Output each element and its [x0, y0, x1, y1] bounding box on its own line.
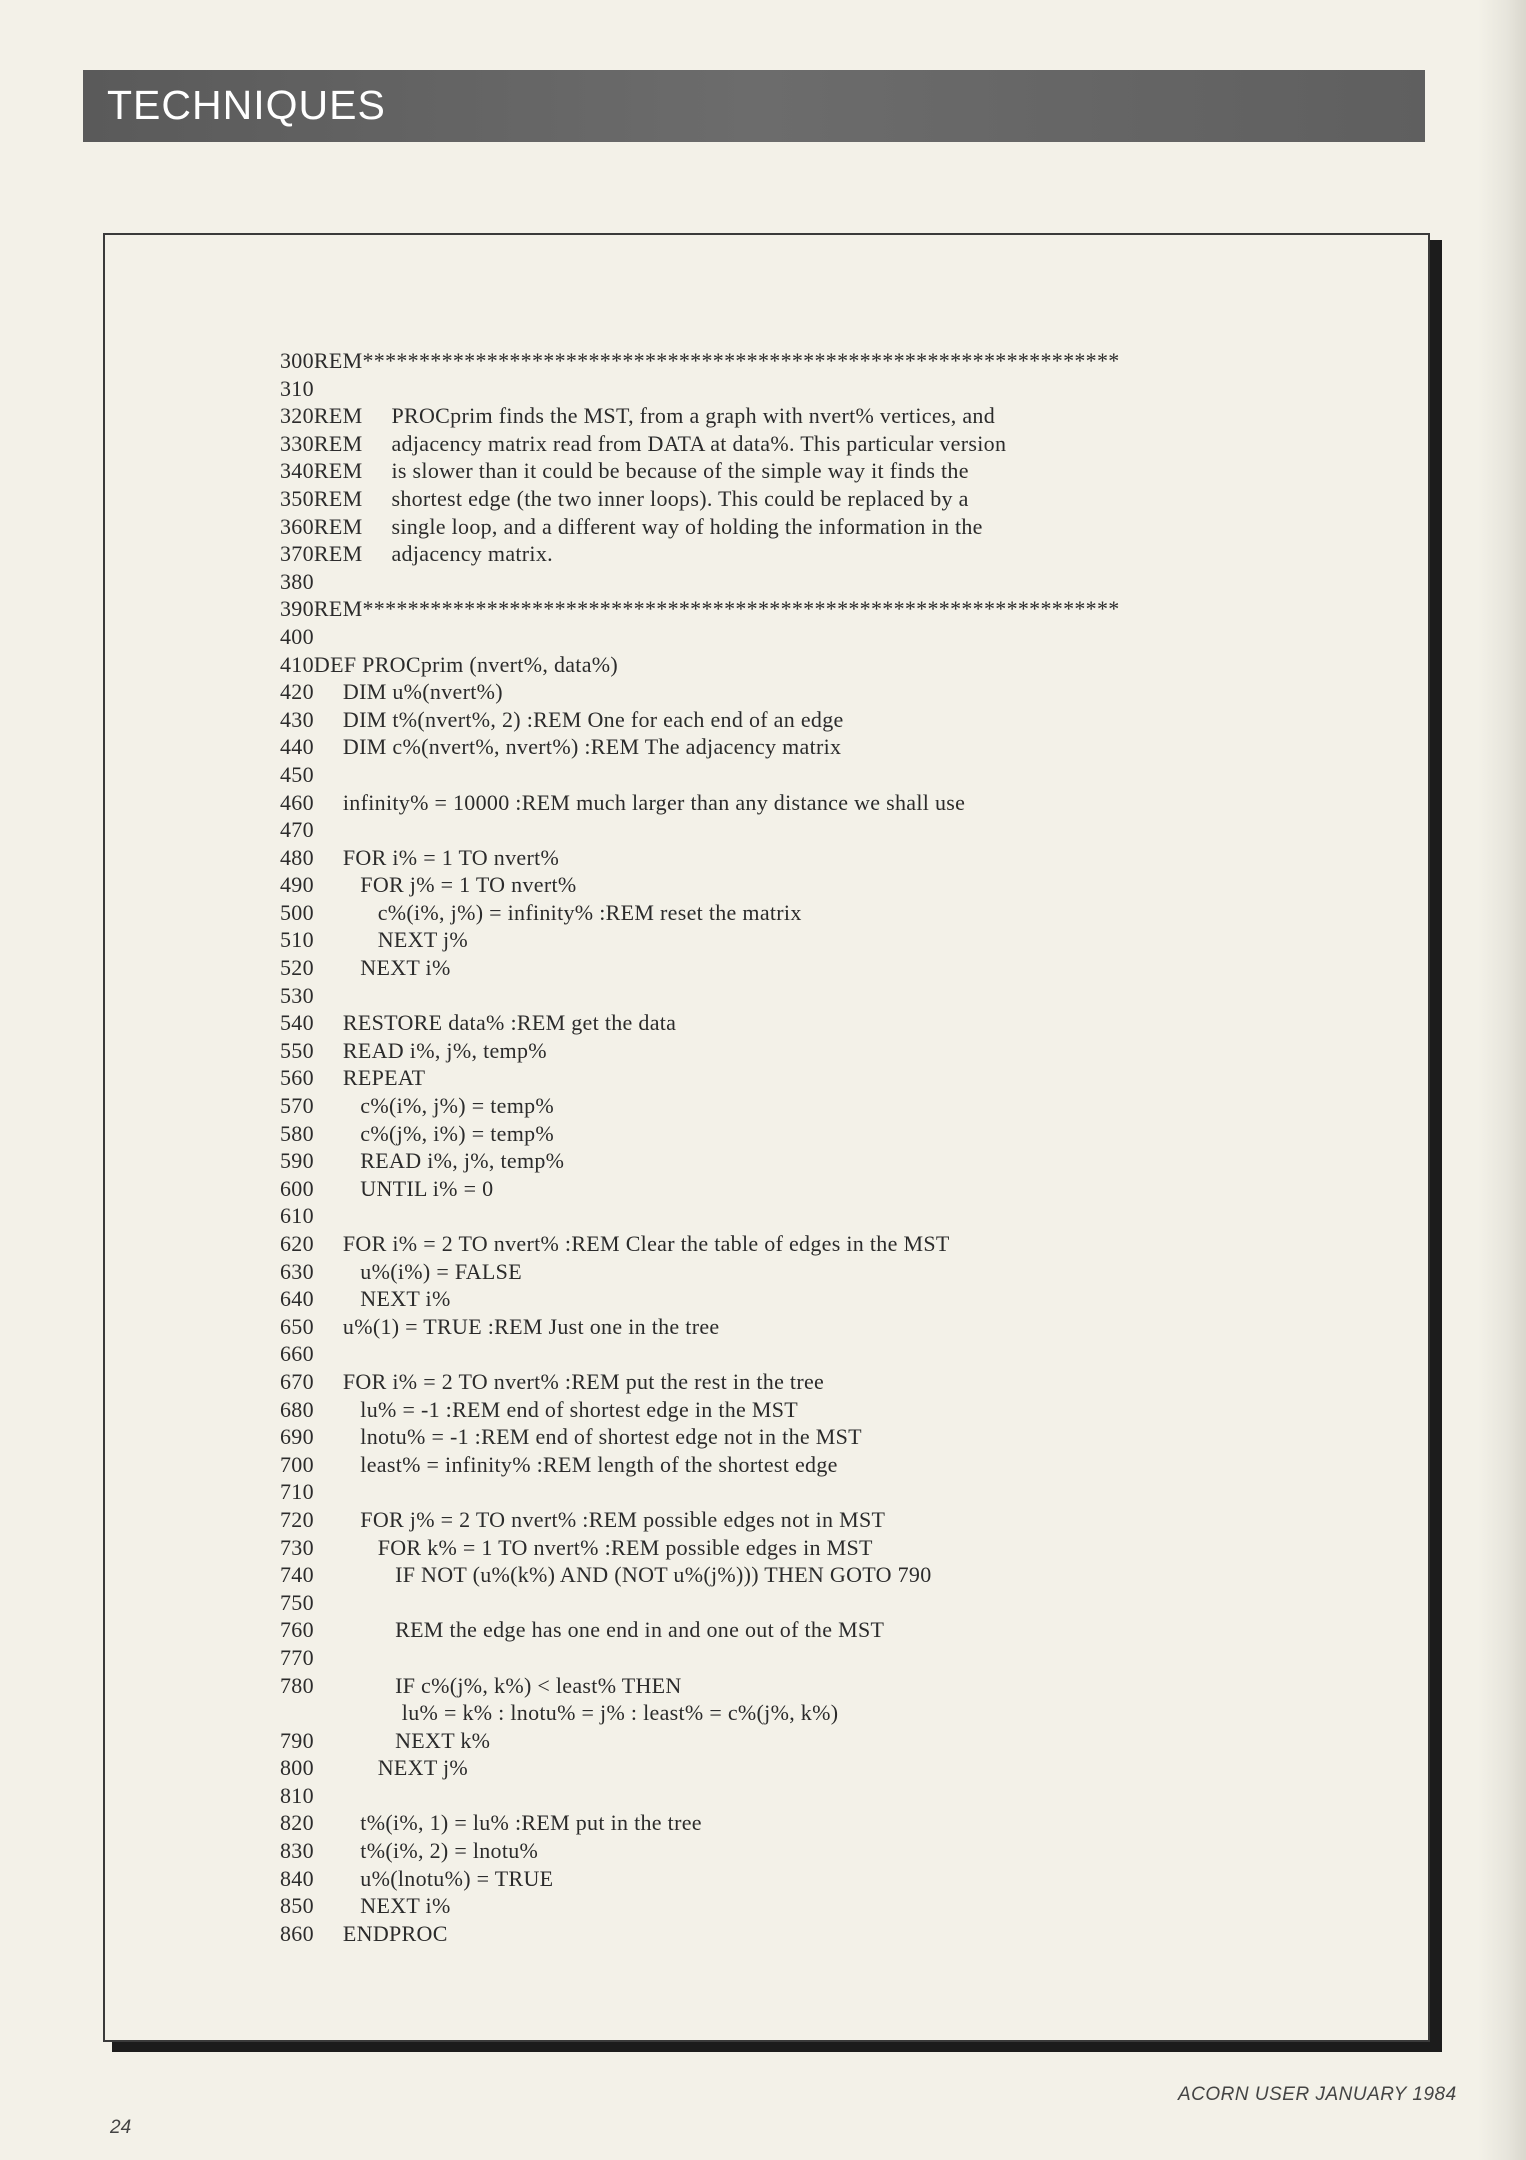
section-header	[83, 70, 1425, 142]
publication-footer: ACORN USER JANUARY 1984	[1178, 2084, 1457, 2105]
code-line: 700 least% = infinity% :REM length of the shortest edge	[280, 1451, 838, 1477]
code-line: 710	[280, 1479, 314, 1505]
code-line: 370REM adjacency matrix.	[280, 541, 553, 567]
code-line: 780 IF c%(j%, k%) < least% THEN	[280, 1672, 682, 1698]
code-line: 470	[280, 817, 314, 843]
listing-box-shadow-bottom	[112, 2042, 1442, 2052]
code-line: 300REM*******************************************************************	[280, 348, 1120, 373]
code-line: 730 FOR k% = 1 TO nvert% :REM possible edges in MST	[280, 1534, 873, 1560]
code-line: 480 FOR i% = 1 TO nvert%	[280, 844, 560, 870]
code-line: 690 lnotu% = -1 :REM end of shortest edge not in the MST	[280, 1424, 862, 1450]
listing-box-shadow-right	[1430, 240, 1442, 2050]
code-line: 770	[280, 1644, 314, 1670]
code-line: 500 c%(i%, j%) = infinity% :REM reset the matrix	[280, 899, 802, 925]
section-title: TECHNIQUES	[107, 82, 386, 128]
code-line: 550 READ i%, j%, temp%	[280, 1037, 547, 1063]
code-line: 640 NEXT i%	[280, 1286, 451, 1312]
code-line: 350REM shortest edge (the two inner loops). This could be replaced by a	[280, 485, 969, 511]
code-line: 590 READ i%, j%, temp%	[280, 1148, 565, 1174]
code-line: 420 DIM u%(nvert%)	[280, 679, 503, 705]
program-listing	[280, 347, 1120, 1947]
code-line: 570 c%(i%, j%) = temp%	[280, 1093, 555, 1119]
code-line: 540 RESTORE data% :REM get the data	[280, 1010, 677, 1036]
code-line: 510 NEXT j%	[280, 927, 468, 953]
code-line: lu% = k% : lnotu% = j% : least% = c%(j%, k%)	[280, 1700, 839, 1726]
code-line: 340REM is slower than it could be because of the simple way it finds the	[280, 458, 969, 484]
code-line: 490 FOR j% = 1 TO nvert%	[280, 872, 577, 898]
code-line: 660	[280, 1341, 314, 1367]
code-line: 600 UNTIL i% = 0	[280, 1175, 494, 1201]
code-line: 750	[280, 1589, 314, 1615]
code-line: 680 lu% = -1 :REM end of shortest edge in the MST	[280, 1396, 799, 1422]
code-line: 620 FOR i% = 2 TO nvert% :REM Clear the table of edges in the MST	[280, 1231, 950, 1256]
code-line: 360REM single loop, and a different way of holding the information in the	[280, 513, 983, 539]
code-line: 800 NEXT j%	[280, 1755, 468, 1781]
page-edge-shadow	[1478, 0, 1526, 2160]
code-line: 560 REPEAT	[280, 1065, 426, 1091]
code-line: 440 DIM c%(nvert%, nvert%) :REM The adjacency matrix	[280, 734, 842, 760]
code-line: 790 NEXT k%	[280, 1727, 491, 1753]
code-line: 430 DIM t%(nvert%, 2) :REM One for each end of an edge	[280, 706, 844, 732]
code-line: 670 FOR i% = 2 TO nvert% :REM put the rest in the tree	[280, 1368, 825, 1394]
code-line: 650 u%(1) = TRUE :REM Just one in the tree	[280, 1313, 720, 1339]
code-line: 390REM*******************************************************************	[280, 596, 1120, 622]
code-line: 580 c%(j%, i%) = temp%	[280, 1120, 555, 1146]
code-line: 310	[280, 375, 314, 401]
code-line: 860 ENDPROC	[280, 1920, 448, 1946]
code-line: 450	[280, 761, 314, 787]
code-line: 530	[280, 982, 314, 1008]
code-line: 850 NEXT i%	[280, 1893, 451, 1919]
code-line: 520 NEXT i%	[280, 955, 451, 981]
code-line: 830 t%(i%, 2) = lnotu%	[280, 1838, 539, 1864]
code-line: 610	[280, 1203, 314, 1229]
code-line: 820 t%(i%, 1) = lu% :REM put in the tree	[280, 1810, 702, 1836]
code-line: 460 infinity% = 10000 :REM much larger than any distance we shall use	[280, 789, 966, 815]
code-line: 380	[280, 568, 314, 594]
code-line: 410DEF PROCprim (nvert%, data%)	[280, 651, 619, 677]
code-line: 320REM PROCprim finds the MST, from a graph with nvert% vertices, and	[280, 403, 996, 429]
code-line: 330REM adjacency matrix read from DATA at data%. This particular version	[280, 430, 1007, 456]
code-line: 840 u%(lnotu%) = TRUE	[280, 1865, 554, 1891]
code-line: 720 FOR j% = 2 TO nvert% :REM possible edges not in MST	[280, 1506, 886, 1532]
code-line: 740 IF NOT (u%(k%) AND (NOT u%(j%))) THEN GOTO 790	[280, 1562, 932, 1588]
code-line: 760 REM the edge has one end in and one out of the MST	[280, 1617, 885, 1643]
code-line: 630 u%(i%) = FALSE	[280, 1258, 522, 1284]
code-line: 810	[280, 1782, 314, 1808]
code-line: 400	[280, 623, 314, 649]
page-number: 24	[110, 2117, 132, 2138]
